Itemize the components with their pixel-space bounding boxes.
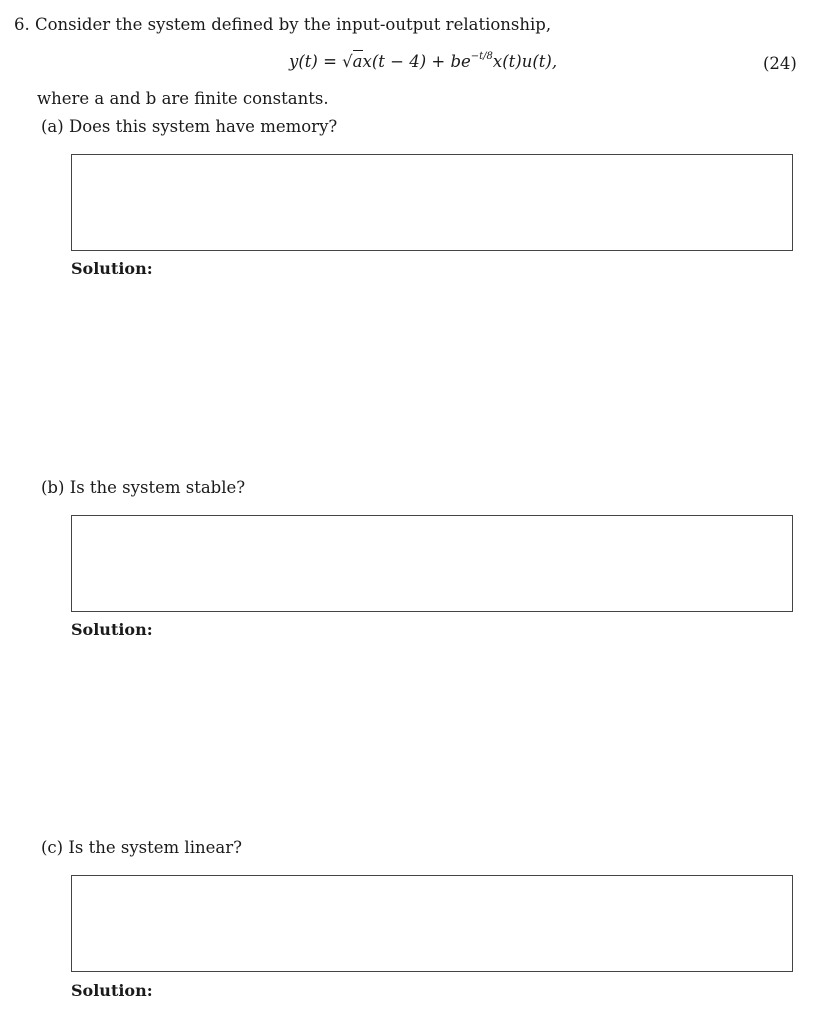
equation-lhs: y(t) = — [289, 52, 343, 71]
problem-intro: Consider the system defined by the input-output relationship, — [35, 15, 552, 34]
solution-label-a: Solution: — [71, 259, 153, 278]
question-text: Is the system stable? — [69, 478, 246, 497]
sqrt-symbol: √ — [342, 52, 353, 71]
equation — [289, 52, 557, 71]
problem-number: 6. — [14, 15, 30, 34]
answer-box-b[interactable] — [71, 515, 793, 612]
answer-box-a[interactable] — [71, 154, 793, 251]
constants-note: where a and b are finite constants. — [37, 89, 329, 108]
question-text: Is the system linear? — [68, 838, 242, 857]
answer-box-c[interactable] — [71, 875, 793, 972]
question-label: (c) — [41, 838, 64, 857]
problem-statement — [14, 15, 551, 34]
equation-number: (24) — [763, 54, 797, 73]
equation-term1: x(t − 4) + be — [362, 52, 471, 71]
solution-label-b: Solution: — [71, 620, 153, 639]
question-label: (a) — [41, 117, 64, 136]
question-b — [41, 478, 245, 497]
question-text: Does this system have memory? — [68, 117, 338, 136]
sqrt-argument: a — [352, 52, 363, 71]
question-label: (b) — [41, 478, 65, 497]
equation-term2: x(t)u(t), — [492, 52, 558, 71]
equation-exponent: −t/8 — [470, 51, 493, 62]
question-a — [41, 117, 337, 136]
solution-label-c: Solution: — [71, 981, 153, 1000]
question-c — [41, 838, 242, 857]
